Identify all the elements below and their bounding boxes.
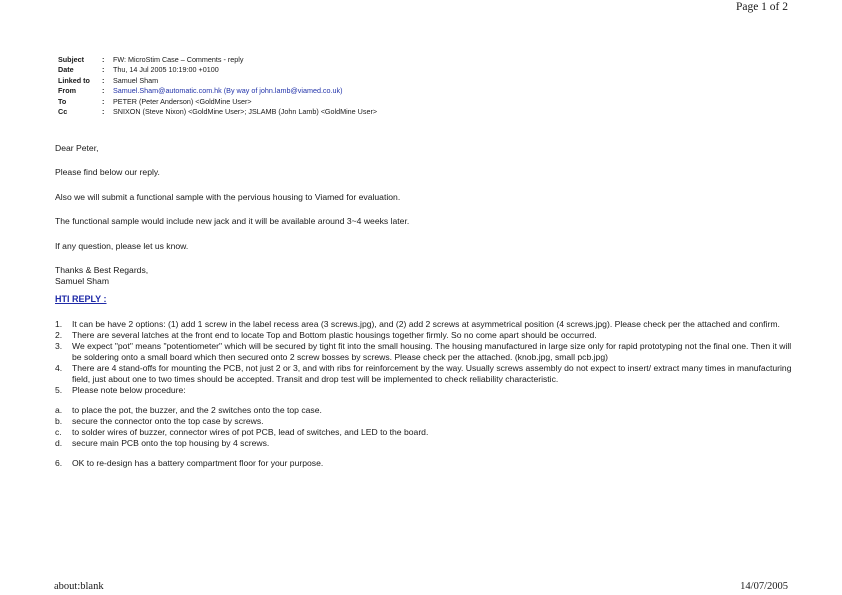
paragraph-sample: Also we will submit a functional sample with the pervious housing to Viamed for evaluation.	[55, 191, 401, 202]
step-letter: b.	[55, 416, 63, 426]
header-row-date	[58, 65, 377, 75]
header-row-cc	[58, 107, 377, 117]
header-value-linked-to: Samuel Sham	[113, 75, 159, 85]
reply-title: HTI REPLY :	[55, 294, 107, 304]
spacer	[55, 396, 795, 405]
header-label: Date	[58, 65, 74, 75]
item-text: There are several latches at the front end to locate Top and Bottom plastic housings together firmly. So no come apart should be occurred.	[72, 330, 597, 340]
list-item	[55, 385, 795, 396]
header-label: Linked to	[58, 75, 90, 85]
header-colon: :	[102, 75, 105, 85]
signature: Samuel Sham	[55, 276, 109, 286]
list-item	[55, 341, 795, 363]
header-label: From	[58, 86, 76, 96]
step-text: to place the pot, the buzzer, and the 2 switches onto the top case.	[72, 405, 322, 415]
header-value-subject: FW: MicroStim Case – Comments - reply	[113, 55, 244, 64]
procedure-step	[55, 405, 795, 416]
step-text: secure main PCB onto the top housing by 4 screws.	[72, 438, 270, 448]
header-value-to: PETER (Peter Anderson) <GoldMine User>	[113, 96, 252, 106]
step-text: secure the connector onto the top case by screws.	[72, 416, 264, 426]
item-text: There are 4 stand-offs for mounting the PCB, not just 2 or 3, and with ribs for reinforcement by the way. Usually screws assembly do not expect to insert/ extract many times in manufacturing field, just about one to two times should be accepted. Transit and drop test will be implemented to check reliability characteristic.	[72, 363, 792, 384]
email-body	[55, 143, 795, 469]
paragraph-availability: The functional sample would include new jack and it will be available around 3~4 weeks later.	[55, 216, 410, 226]
list-item	[55, 458, 795, 469]
header-value-cc: SNIXON (Steve Nixon) <GoldMine User>; JSLAMB (John Lamb) <GoldMine User>	[113, 107, 378, 117]
item-number: 2.	[55, 330, 63, 340]
page-number: Page 1 of 2	[735, 1, 788, 13]
list-item	[55, 330, 795, 341]
header-colon: :	[102, 107, 105, 117]
header-row-to	[58, 97, 377, 107]
header-label: To	[58, 96, 67, 106]
header-row-subject	[58, 55, 377, 65]
step-letter: a.	[55, 405, 63, 415]
header-colon: :	[102, 96, 105, 106]
item-number: 4.	[55, 363, 63, 373]
header-colon: :	[102, 55, 105, 64]
step-letter: d.	[55, 438, 63, 448]
email-header-block	[58, 55, 377, 117]
step-letter: c.	[55, 427, 62, 437]
header-row-linked-to	[58, 76, 377, 86]
header-value-date: Thu, 14 Jul 2005 10:19:00 +0100	[113, 65, 219, 75]
footer-url: about:blank	[54, 581, 104, 592]
list-item	[55, 319, 795, 330]
procedure-step	[55, 416, 795, 427]
header-label: Subject	[58, 55, 84, 64]
paragraph-reply: Please find below our reply.	[55, 167, 160, 177]
item-number: 3.	[55, 341, 63, 351]
header-colon: :	[102, 65, 105, 75]
paragraph-questions: If any question, please let us know.	[55, 240, 189, 251]
item-number: 1.	[55, 319, 63, 329]
header-colon: :	[102, 86, 105, 96]
header-value-from-link[interactable]: Samuel.Sham@automatic.com.hk (By way of john.lamb@viamed.co.uk)	[113, 86, 343, 96]
header-label: Cc	[58, 107, 68, 117]
item-number: 6.	[55, 458, 63, 468]
item-number: 5.	[55, 385, 63, 395]
spacer	[55, 449, 795, 458]
footer-date: 14/07/2005	[740, 581, 788, 592]
procedure-step	[55, 438, 795, 449]
item-text: OK to re-design has a battery compartment floor for your purpose.	[72, 458, 324, 468]
header-row-from	[58, 86, 377, 96]
list-item	[55, 363, 795, 385]
greeting: Dear Peter,	[55, 143, 99, 153]
item-text: We expect "pot" means "potentiometer" which will be secured by tight fit into the small housing. The housing manufactured in large size only for rapid prototyping not the final one. Then it will be soldering onto a small board which then secured onto 2 screw bosses by screws. Please check per the attached. (knob.jpg, small pcb.jpg)	[72, 341, 792, 362]
item-text: Please note below procedure:	[72, 385, 186, 395]
item-text: It can be have 2 options: (1) add 1 screw in the label recess area (3 screws.jpg), and (2) add 2 screws at asymmetrical position (4 screws.jpg). Please check per the attached and confirm.	[72, 319, 780, 329]
signoff: Thanks & Best Regards,	[55, 265, 149, 275]
step-text: to solder wires of buzzer, connector wires of pot PCB, lead of switches, and LED to the board.	[72, 427, 429, 437]
procedure-step	[55, 427, 795, 438]
